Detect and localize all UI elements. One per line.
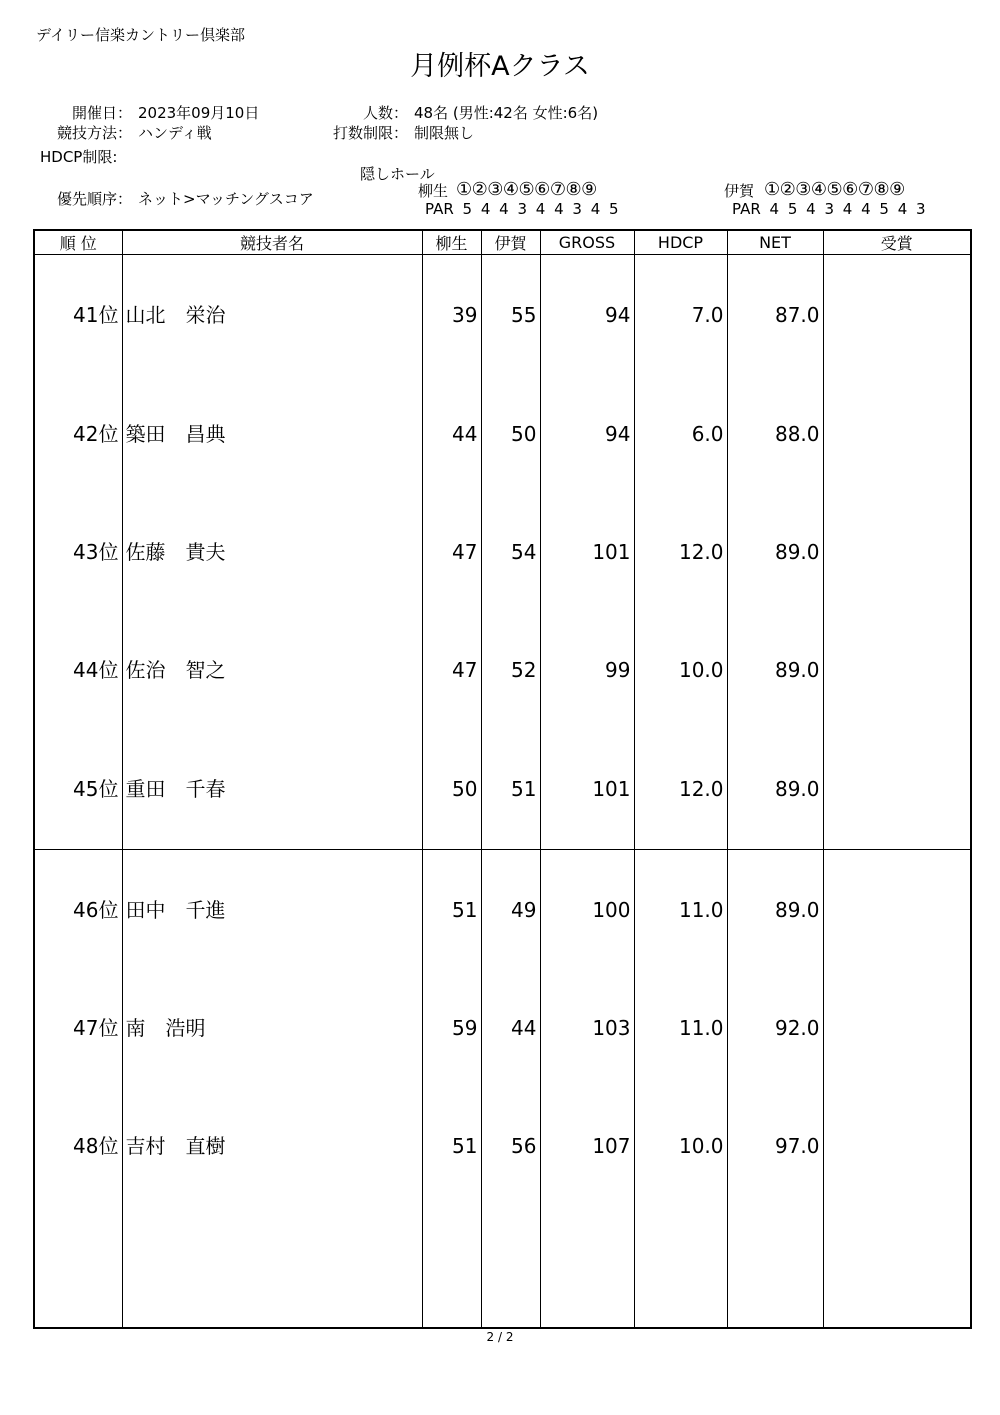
count-label: 人数：	[362, 104, 408, 122]
gross-cell: 94	[540, 375, 634, 493]
net-cell: 87.0	[727, 255, 823, 375]
priority-value: ネット>マッチングスコア	[138, 190, 314, 208]
yagyu-hole-numbers: ①②③④⑤⑥⑦⑧⑨	[456, 179, 597, 200]
yagyu-score-cell: 39	[422, 255, 481, 375]
empty-table-area	[34, 1205, 971, 1328]
club-name: デイリー信楽カントリー倶楽部	[36, 26, 245, 44]
award-cell	[823, 969, 971, 1087]
player-name-cell: 田中 千進	[122, 849, 422, 969]
iga-score-cell: 51	[481, 729, 540, 849]
table-row	[34, 729, 971, 849]
yagyu-score-cell: 47	[422, 493, 481, 611]
player-name-cell: 南 浩明	[122, 969, 422, 1087]
date-label: 開催日：	[71, 104, 132, 122]
table-header-row	[34, 230, 971, 255]
net-cell: 92.0	[727, 969, 823, 1087]
gross-cell: 101	[540, 493, 634, 611]
award-cell	[823, 1087, 971, 1205]
method-label: 競技方法：	[56, 124, 132, 142]
award-cell	[823, 611, 971, 729]
yagyu-score-cell: 51	[422, 1087, 481, 1205]
award-cell	[823, 849, 971, 969]
table-row	[34, 969, 971, 1087]
hdcp-cell: 10.0	[634, 611, 727, 729]
page-title: 月例杯Aクラス	[410, 51, 590, 82]
page-number: 2 / 2	[486, 1330, 514, 1344]
gross-cell: 103	[540, 969, 634, 1087]
iga-score-cell: 44	[481, 969, 540, 1087]
rank-cell: 45位	[34, 729, 122, 849]
gross-cell: 107	[540, 1087, 634, 1205]
priority-label: 優先順序：	[56, 190, 132, 208]
iga-par: PAR 4 5 4 3 4 4 5 4 3	[732, 200, 926, 218]
rank-cell: 43位	[34, 493, 122, 611]
player-name-cell: 山北 栄治	[122, 255, 422, 375]
header-hdcp: HDCP	[634, 230, 727, 255]
player-name-cell: 佐藤 貴夫	[122, 493, 422, 611]
yagyu-score-cell: 59	[422, 969, 481, 1087]
iga-score-cell: 50	[481, 375, 540, 493]
yagyu-score-cell: 51	[422, 849, 481, 969]
header-gross: GROSS	[540, 230, 634, 255]
rank-cell: 46位	[34, 849, 122, 969]
player-name-cell: 重田 千春	[122, 729, 422, 849]
hdcp-cell: 12.0	[634, 493, 727, 611]
iga-hole-numbers: ①②③④⑤⑥⑦⑧⑨	[764, 179, 905, 200]
award-cell	[823, 493, 971, 611]
rank-cell: 44位	[34, 611, 122, 729]
header-name: 競技者名	[122, 230, 422, 255]
table-row	[34, 255, 971, 375]
gross-cell: 100	[540, 849, 634, 969]
award-cell	[823, 729, 971, 849]
net-cell: 97.0	[727, 1087, 823, 1205]
player-name-cell: 吉村 直樹	[122, 1087, 422, 1205]
rank-cell: 47位	[34, 969, 122, 1087]
award-cell	[823, 255, 971, 375]
yagyu-score-cell: 44	[422, 375, 481, 493]
rank-cell: 48位	[34, 1087, 122, 1205]
net-cell: 89.0	[727, 849, 823, 969]
hdcp-cell: 6.0	[634, 375, 727, 493]
header-award: 受賞	[823, 230, 971, 255]
iga-score-cell: 49	[481, 849, 540, 969]
hdcp-limit-label: HDCP制限:	[40, 148, 118, 166]
hdcp-cell: 11.0	[634, 849, 727, 969]
gross-cell: 94	[540, 255, 634, 375]
player-name-cell: 佐治 智之	[122, 611, 422, 729]
date-value: 2023年09月10日	[138, 104, 260, 122]
header-net: NET	[727, 230, 823, 255]
rank-cell: 42位	[34, 375, 122, 493]
hdcp-cell: 10.0	[634, 1087, 727, 1205]
net-cell: 89.0	[727, 729, 823, 849]
hdcp-cell: 12.0	[634, 729, 727, 849]
yagyu-par: PAR 5 4 4 3 4 4 3 4 5	[425, 200, 619, 218]
header-rank: 順 位	[34, 230, 122, 255]
iga-course-label: 伊賀	[724, 182, 755, 200]
hdcp-cell: 7.0	[634, 255, 727, 375]
method-value: ハンディ戦	[138, 124, 212, 142]
header-yagyu: 柳生	[422, 230, 481, 255]
table-row	[34, 611, 971, 729]
results-table	[33, 229, 972, 1329]
net-cell: 88.0	[727, 375, 823, 493]
net-cell: 89.0	[727, 493, 823, 611]
player-name-cell: 築田 昌典	[122, 375, 422, 493]
table-row	[34, 1087, 971, 1205]
iga-score-cell: 52	[481, 611, 540, 729]
table-row	[34, 849, 971, 969]
iga-score-cell: 55	[481, 255, 540, 375]
header-iga: 伊賀	[481, 230, 540, 255]
hdcp-cell: 11.0	[634, 969, 727, 1087]
net-cell: 89.0	[727, 611, 823, 729]
yagyu-course-label: 柳生	[418, 182, 449, 200]
rank-cell: 41位	[34, 255, 122, 375]
gross-cell: 99	[540, 611, 634, 729]
iga-score-cell: 54	[481, 493, 540, 611]
table-row	[34, 375, 971, 493]
yagyu-score-cell: 50	[422, 729, 481, 849]
table-row	[34, 493, 971, 611]
limit-label: 打数制限：	[332, 124, 408, 142]
limit-value: 制限無し	[414, 124, 475, 142]
iga-score-cell: 56	[481, 1087, 540, 1205]
award-cell	[823, 375, 971, 493]
yagyu-score-cell: 47	[422, 611, 481, 729]
gross-cell: 101	[540, 729, 634, 849]
hidden-holes-label: 隠しホール	[360, 165, 435, 183]
count-value: 48名 (男性:42名 女性:6名)	[414, 104, 599, 122]
